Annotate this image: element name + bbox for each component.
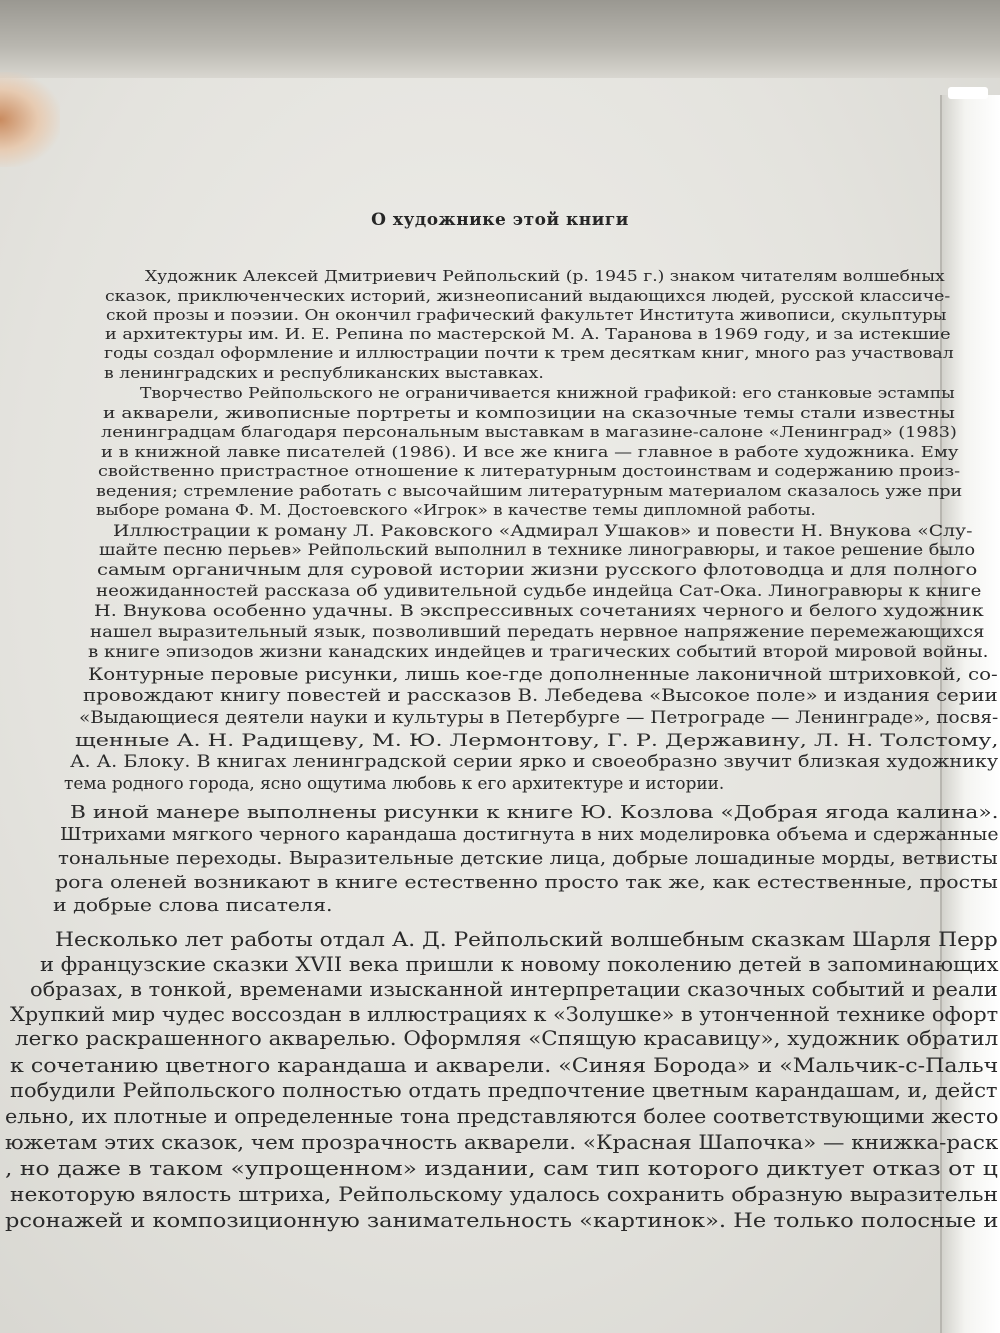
text-line: и архитектуры им. И. Е. Репина по мастерской М. А. Таранова в 1969 году, и за истекшие bbox=[105, 327, 951, 343]
text-line: В иной манере выполнены рисунки к книге Ю. Козлова «Добрая ягода калина». bbox=[70, 802, 999, 823]
text-line: щенные А. Н. Радищеву, М. Ю. Лермонтову, Г. Р. Державину, Л. Н. Толстому, bbox=[75, 731, 999, 751]
text-line: к сочетанию цветного карандаша и акварели. «Синяя Борода» и «Мальчик-с-Пальч bbox=[10, 1053, 999, 1077]
text-line: Штрихами мягкого черного карандаша достигнута в них моделировка объема и сдержанные bbox=[60, 824, 999, 845]
text-line: образах, в тонкой, временами изысканной интерпретации сказочных событий и реали bbox=[30, 977, 998, 1001]
text-line: южетам этих сказок, чем прозрачность акварели. «Красная Шапочка» — книжка-раск bbox=[5, 1130, 999, 1154]
text-line: годы создал оформление и иллюстрации почти к трем десяткам книг, много раз участвовал bbox=[104, 346, 954, 362]
text-line: сказок, приключенческих историй, жизнеописаний выдающихся людей, русской классиче- bbox=[105, 289, 951, 305]
text-line: Художник Алексей Дмитриевич Рейпольский (р. 1945 г.) знаком читателям волшебных bbox=[145, 269, 945, 285]
text-line: свойственно пристрастное отношение к литературным достоинствам и содержанию произ- bbox=[98, 462, 961, 480]
text-line: шайте песню перьев» Рейпольский выполнил в технике линогравюры, и такое решение было bbox=[99, 540, 976, 559]
text-line: Несколько лет работы отдал А. Д. Рейпольский волшебным сказкам Шарля Перр bbox=[55, 927, 998, 951]
text-line: легко раскрашенного акварелью. Оформляя «Спящую красавицу», художник обратил bbox=[15, 1026, 999, 1050]
text-line: Хрупкий мир чудес воссоздан в иллюстрациях к «Золушке» в утонченной технике офорт bbox=[10, 1002, 999, 1026]
text-line: Контурные перовые рисунки, лишь кое-где дополненные лаконичной штриховкой, со- bbox=[88, 665, 998, 685]
text-line: рсонажей и композиционную занимательность «картинок». Не только полосные и bbox=[5, 1208, 999, 1232]
text-line: в ленинградских и республиканских выставках. bbox=[104, 366, 544, 382]
text-line: тема родного города, ясно ощутима любовь к его архитектуре и истории. bbox=[64, 774, 725, 794]
text-line: ведения; стремление работать с высочайшим литературным материалом сказалось уже при bbox=[96, 482, 963, 500]
text-line: тональные переходы. Выразительные детские лица, добрые лошадиные морды, ветвисты bbox=[58, 848, 998, 869]
text-line: Н. Внукова особенно удачны. В экспрессивных сочетаниях черного и белого художник bbox=[94, 601, 984, 620]
text-line: и добрые слова писателя. bbox=[53, 895, 333, 916]
text-line: нашел выразительный язык, позволивший передать нервное напряжение перемежающихся bbox=[90, 622, 985, 641]
text-line: в книге эпизодов жизни канадских индейцев и трагических событий второй мировой войны. bbox=[88, 642, 989, 661]
text-line: и акварели, живописные портреты и композиции на сказочные темы стали известны bbox=[103, 404, 955, 422]
page-top-edge bbox=[0, 0, 1000, 78]
text-line: некоторую вялость штриха, Рейпольскому удалось сохранить образную выразительн bbox=[10, 1182, 998, 1206]
text-line: неожиданностей рассказа об удивительной судьбе индейца Сат-Ока. Линогравюры к книге bbox=[96, 581, 982, 600]
text-line: и французские сказки XVII века пришли к новому поколению детей в запоминающих bbox=[40, 952, 999, 976]
text-line: А. А. Блоку. В книгах ленинградской серии ярко и своеобразно звучит близкая художнику bbox=[70, 752, 999, 772]
page-heading: О художнике этой книги bbox=[371, 210, 629, 230]
text-line: и в книжной лавке писателей (1986). И все же книга — главное в работе художника. Ему bbox=[101, 443, 959, 461]
text-line: провождают книгу повестей и рассказов В. Лебедева «Высокое поле» и издания серии bbox=[83, 686, 998, 706]
text-line: ельно, их плотные и определенные тона представляются более соответствующими жесто bbox=[5, 1104, 999, 1128]
text-line: Творчество Рейпольского не ограничивается книжной графикой: его станковые эстампы bbox=[140, 384, 955, 402]
text-line: рога оленей возникают в книге естественно просто так же, как естественные, просты bbox=[55, 872, 998, 893]
text-line: , но даже в таком «упрощенном» издании, сам тип которого диктует отказ от ц bbox=[5, 1156, 998, 1180]
text-line: ленинградцам благодаря персональным выставкам в магазине-салоне «Ленинград» (1983) bbox=[101, 423, 957, 441]
text-line: «Выдающиеся деятели науки и культуры в Петербурге — Петрограде — Ленинграде», посвя- bbox=[79, 708, 999, 728]
text-line: выборе романа Ф. М. Достоевского «Игрок» в качестве темы дипломной работы. bbox=[96, 501, 816, 519]
text-line: побудили Рейпольского полностью отдать предпочтение цветным карандашам, и, дейст bbox=[10, 1078, 998, 1102]
bookmark-stain bbox=[0, 72, 60, 167]
text-line: самым органичным для суровой истории жизни русского флотоводца и для полного bbox=[97, 560, 978, 579]
text-line: ской прозы и поэзии. Он окончил графический факультет Института живописи, скульптуры bbox=[106, 308, 947, 324]
text-line: Иллюстрации к роману Л. Раковского «Адмирал Ушаков» и повести Н. Внукова «Слу- bbox=[113, 521, 973, 540]
